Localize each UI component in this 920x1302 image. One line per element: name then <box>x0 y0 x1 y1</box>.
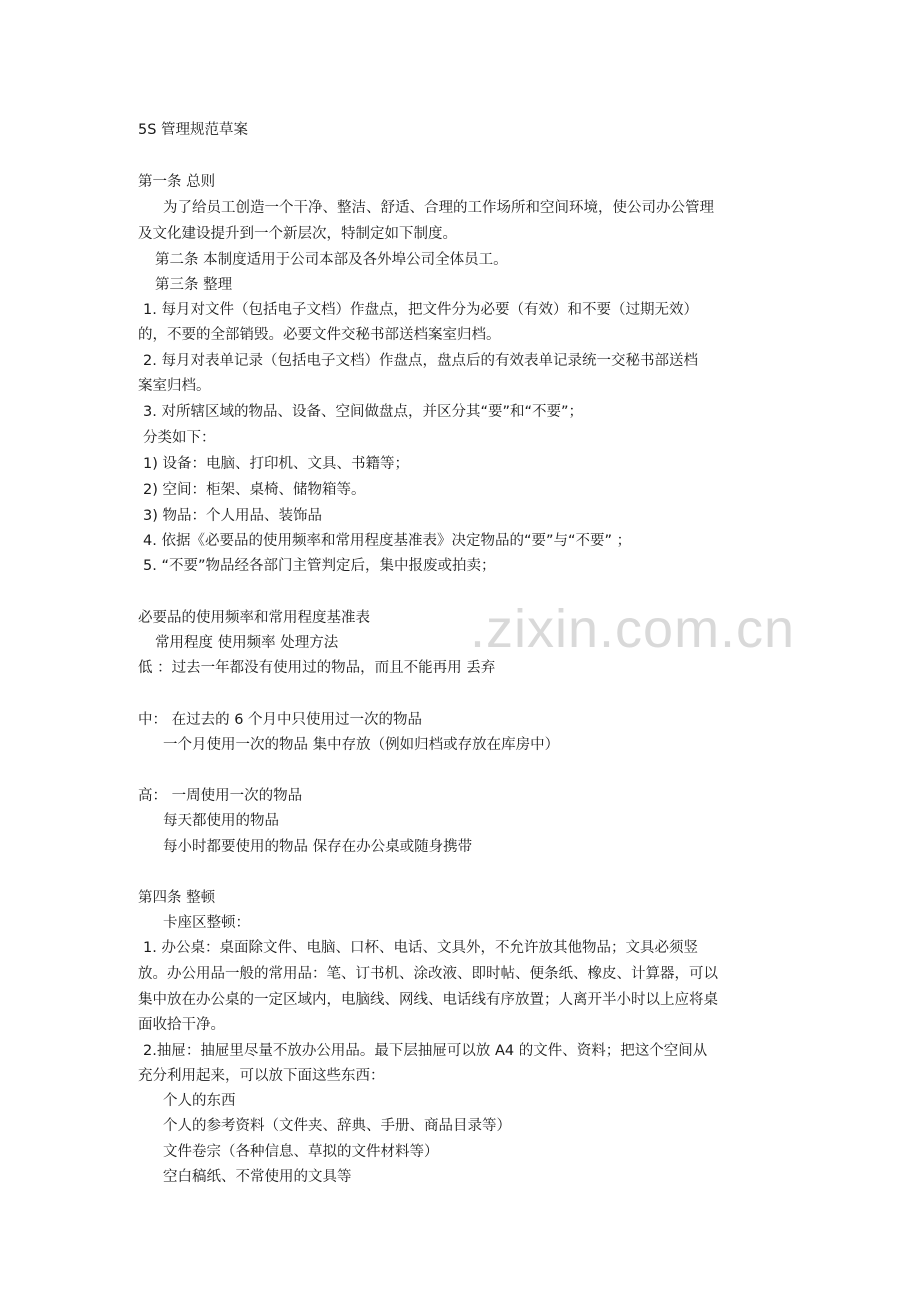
paragraph-line: 卡座区整顿： <box>163 915 250 931</box>
list-item: 3. 对所辖区域的物品、设备、空间做盘点，并区分其“要”和“不要”； <box>143 404 583 420</box>
list-item: 空白稿纸、不常使用的文具等 <box>163 1169 352 1185</box>
list-item: 1. 每月对文件（包括电子文档）作盘点，把文件分为必要（有效）和不要（过期无效） <box>143 302 698 318</box>
document-title: 5S 管理规范草案 <box>138 122 249 138</box>
paragraph-line: 的，不要的全部销毁。必要文件交秘书部送档案室归档。 <box>138 327 501 343</box>
paragraph-line: 为了给员工创造一个干净、整洁、舒适、合理的工作场所和空间环境，使公司办公管理 <box>163 200 714 216</box>
list-item: 1) 设备：电脑、打印机、文具、书籍等； <box>143 456 409 472</box>
article-heading: 第一条 总则 <box>138 174 216 190</box>
table-header-row: 常用程度 使用频率 处理方法 <box>155 635 339 651</box>
list-item: 3) 物品：个人用品、装饰品 <box>143 508 322 524</box>
list-item: 2.抽屉：抽屉里尽量不放办公用品。最下层抽屉可以放 A4 的文件、资料；把这个空间从 <box>143 1043 708 1059</box>
article-heading: 第二条 本制度适用于公司本部及各外埠公司全体员工。 <box>155 252 508 268</box>
list-item: 文件卷宗（各种信息、草拟的文件材料等） <box>163 1144 439 1160</box>
table-heading: 必要品的使用频率和常用程度基准表 <box>138 610 370 626</box>
list-item: 个人的参考资料（文件夹、辞典、手册、商品目录等） <box>163 1118 511 1134</box>
paragraph-line: 充分利用起来，可以放下面这些东西： <box>138 1068 385 1084</box>
paragraph-line: 集中放在办公桌的一定区域内，电脑线、网线、电话线有序放置；人离开半小时以上应将桌 <box>138 992 718 1008</box>
table-row: 一个月使用一次的物品 集中存放（例如归档或存放在库房中） <box>163 737 560 753</box>
paragraph-line: 案室归档。 <box>138 378 211 394</box>
paragraph-line: 分类如下： <box>143 430 216 446</box>
list-item: 2) 空间：柜架、桌椅、储物箱等。 <box>143 482 366 498</box>
table-row: 高： 一周使用一次的物品 <box>138 788 303 804</box>
list-item: 2. 每月对表单记录（包括电子文档）作盘点，盘点后的有效表单记录统一交秘书部送档 <box>143 353 698 369</box>
article-heading: 第四条 整顿 <box>138 890 216 906</box>
table-row: 每小时都要使用的物品 保存在办公桌或随身携带 <box>163 839 473 855</box>
table-row: 中： 在过去的 6 个月中只使用过一次的物品 <box>138 712 423 728</box>
list-item: 5. “不要”物品经各部门主管判定后，集中报废或拍卖； <box>143 558 496 574</box>
table-row: 每天都使用的物品 <box>163 813 279 829</box>
paragraph-line: 面收拾干净。 <box>138 1017 225 1033</box>
table-row: 低 ：过去一年都没有使用过的物品，而且不能再用 丢弃 <box>138 660 496 676</box>
article-heading: 第三条 整理 <box>155 277 233 293</box>
watermark: .zixin.com.cn <box>470 599 796 659</box>
list-item: 4. 依据《必要品的使用频率和常用程度基准表》决定物品的“要”与“不要” ； <box>143 533 632 549</box>
paragraph-line: 及文化建设提升到一个新层次，特制定如下制度。 <box>138 226 457 242</box>
list-item: 个人的东西 <box>163 1093 236 1109</box>
list-item: 1. 办公桌：桌面除文件、电脑、口杯、电话、文具外，不允许放其他物品；文具必须竖 <box>143 940 698 956</box>
paragraph-line: 放。办公用品一般的常用品：笔、订书机、涂改液、即时帖、便条纸、橡皮、计算器，可以 <box>138 966 718 982</box>
